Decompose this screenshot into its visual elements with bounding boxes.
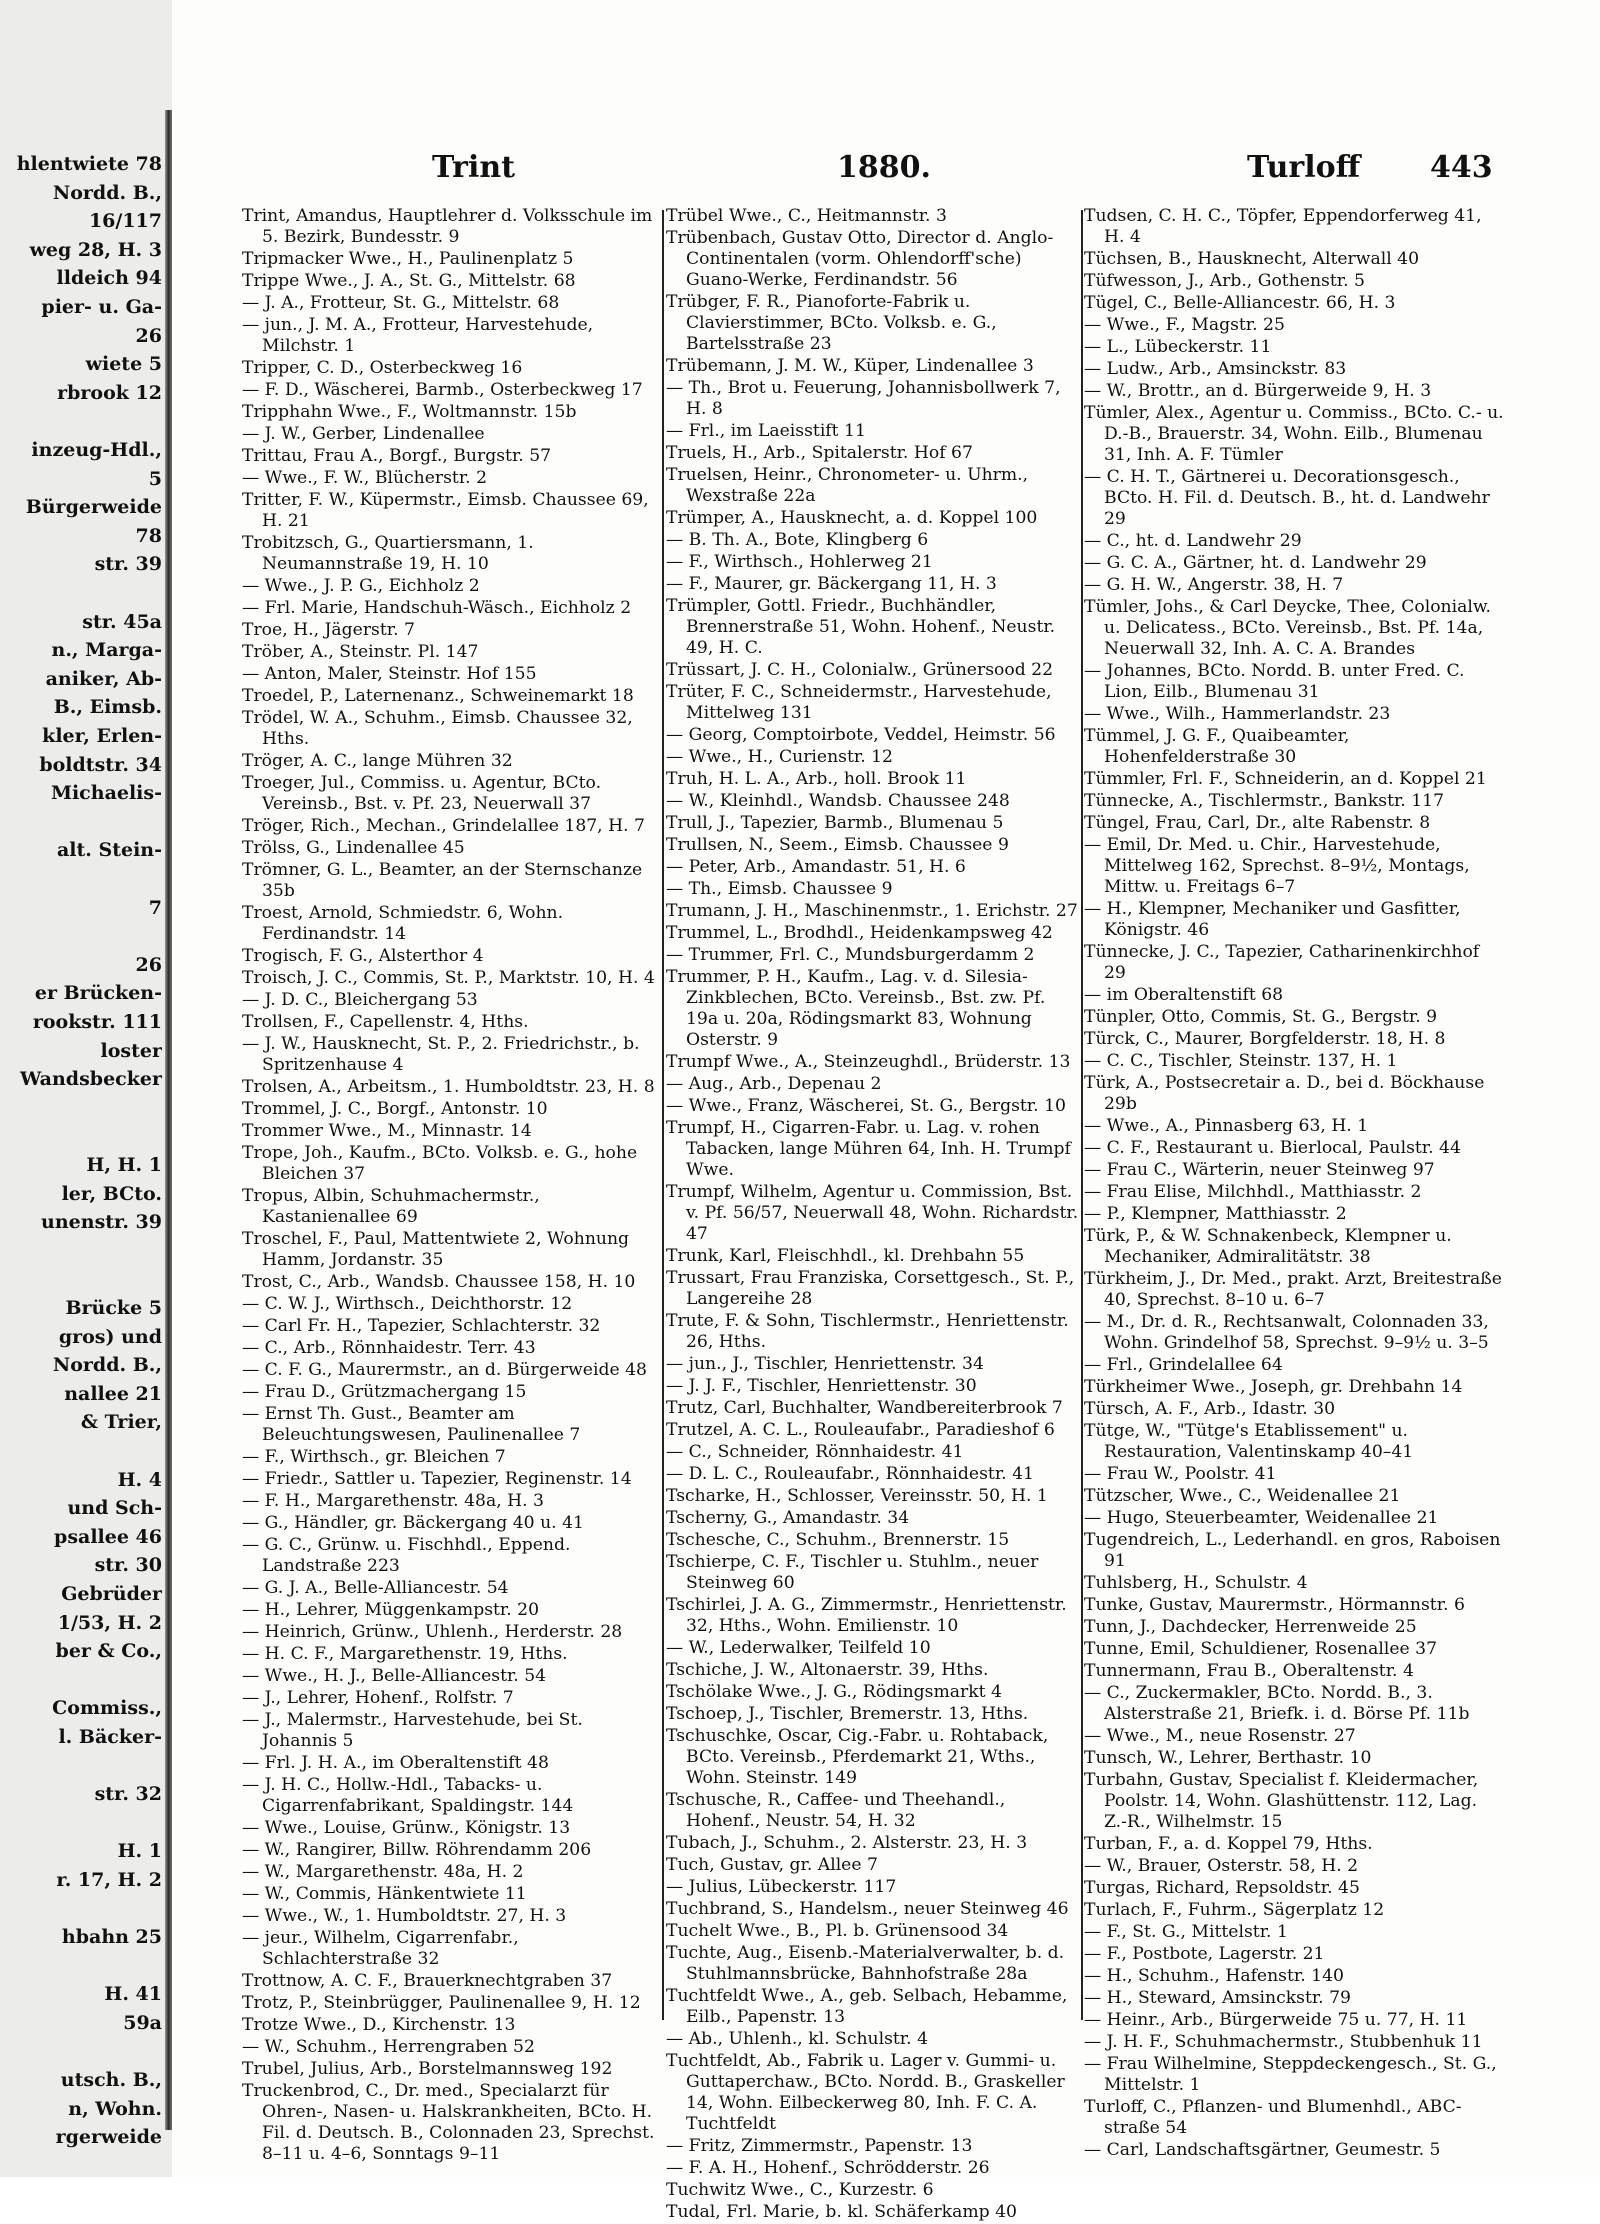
directory-entry: Türck, C., Maurer, Borgfelderstr. 18, H. 8	[1084, 1029, 1446, 1049]
directory-entry: — Heinr., Arb., Bürgerweide 75 u. 77, H. 11	[1084, 2010, 1468, 2030]
directory-entry: Tunnermann, Frau B., Oberaltenstr. 4	[1084, 1661, 1414, 1681]
directory-entry: Türk, P., & W. Schnakenbeck, Klempner u. Mechaniker, Admiralitätstr. 38	[1084, 1226, 1452, 1267]
directory-entry: — Carl Fr. H., Tapezier, Schlachterstr. 32	[242, 1316, 601, 1336]
directory-entry: — C., Schneider, Rönnhaidestr. 41	[666, 1442, 964, 1462]
directory-entry: Tudal, Frl. Marie, b. kl. Schäferkamp 40	[666, 2202, 1017, 2222]
directory-entry: — Frl. J. H. A., im Oberaltenstift 48	[242, 1753, 549, 1773]
directory-entry: Tuchtfeldt Wwe., A., geb. Selbach, Hebamme, Eilb., Papenstr. 13	[666, 1986, 1068, 2027]
directory-entry: Trübel Wwe., C., Heitmannstr. 3	[666, 206, 947, 226]
directory-entry: Tüngel, Frau, Carl, Dr., alte Rabenstr. 8	[1084, 813, 1431, 833]
directory-entry: Tschuschke, Oscar, Cig.-Fabr. u. Rohtaback, BCto. Vereinsb., Pferdemarkt 21, Wths., Wohn. Steinstr. 149	[666, 1726, 1049, 1788]
left-fragment-line: H, H. 1	[86, 1154, 162, 1176]
directory-entry: Tschesche, C., Schuhm., Brennerstr. 15	[666, 1530, 1010, 1550]
directory-entry: Tunne, Emil, Schuldiener, Rosenallee 37	[1084, 1639, 1438, 1659]
directory-entry: Trummel, L., Brodhdl., Heidenkampsweg 42	[666, 923, 1053, 943]
left-fragment-line: n., Marga-	[51, 639, 162, 662]
directory-entry: Tuchtfeldt, Ab., Fabrik u. Lager v. Gummi- u. Guttaperchaw., BCto. Nordd. B., Graskeller 14, Wohn. Eilbeckerweg 80, Inh. F. C. A. Tuchtfeldt	[666, 2051, 1065, 2134]
directory-entry: — Th., Eimsb. Chaussee 9	[666, 879, 893, 899]
left-fragment-line: weg 28, H. 3	[29, 238, 162, 261]
directory-entry: Troedel, P., Laternenanz., Schweinemarkt 18	[242, 686, 634, 706]
left-fragment-line	[0, 1122, 162, 1150]
directory-entry: — F., Postbote, Lagerstr. 21	[1084, 1944, 1325, 1964]
directory-entry: — Wwe., W., 1. Humboldtstr. 27, H. 3	[242, 1906, 567, 1926]
column-rule	[1081, 210, 1083, 2020]
header-first-name: Trint	[432, 150, 516, 185]
directory-entry: — Ludw., Arb., Amsinckstr. 83	[1084, 359, 1347, 379]
directory-entry: Trutzel, A. C. L., Rouleaufabr., Paradieshof 6	[666, 1420, 1055, 1440]
left-fragment-line: str. 30	[94, 1554, 162, 1577]
left-fragment-line	[0, 808, 162, 836]
directory-entry: Tümler, Alex., Agentur u. Commiss., BCto. C.- u. D.-B., Brauerstr. 34, Wohn. Eilb., Blumenau 31, Inh. A. F. Tümler	[1084, 403, 1504, 465]
directory-entry: Tschierpe, C. F., Tischler u. Stuhlm., neuer Steinweg 60	[666, 1552, 1039, 1593]
left-fragment-line: Commiss.,	[52, 1697, 162, 1720]
directory-entry: — F. A. H., Hohenf., Schrödderstr. 26	[666, 2158, 990, 2178]
left-fragment-line: H. 4	[117, 1468, 162, 1491]
directory-entry: Trubel, Julius, Arb., Borstelmannsweg 192	[242, 2059, 613, 2079]
directory-entry: — W., Brauer, Osterstr. 58, H. 2	[1084, 1856, 1359, 1876]
left-fragment-line: r. 17, H. 2	[56, 1869, 162, 1891]
left-fragment-line: und Sch-	[67, 1497, 162, 1520]
left-fragment-line: gros) und	[58, 1325, 162, 1348]
directory-entry: — G. C., Grünw. u. Fischhdl., Eppend. Landstraße 223	[242, 1535, 571, 1576]
directory-page	[192, 150, 1562, 2222]
directory-entry: — H., Steward, Amsinckstr. 79	[1084, 1988, 1351, 2008]
directory-entry: Truh, H. L. A., Arb., holl. Brook 11	[666, 769, 967, 789]
left-fragment-line: str. 39	[94, 553, 162, 576]
left-fragment-line: hlentwiete 78	[16, 153, 162, 175]
left-fragment-line: rbrook 12	[57, 381, 162, 404]
directory-entry: — C. C., Tischler, Steinstr. 137, H. 1	[1084, 1051, 1398, 1071]
left-fragment-line: str. 32	[94, 1783, 162, 1806]
book-fold	[165, 110, 172, 2130]
directory-entry: — W., Commis, Hänkentwiete 11	[242, 1884, 527, 1904]
directory-entry: Trumpf Wwe., A., Steinzeughdl., Brüderstr. 13	[666, 1052, 1071, 1072]
directory-entry: Türk, A., Postsecretair a. D., bei d. Böckhause 29b	[1084, 1073, 1485, 1114]
directory-entry: Trümpler, Gottl. Friedr., Buchhändler, Brennerstraße 51, Wohn. Hohenf., Neustr. 49, H. C.	[666, 596, 1056, 658]
directory-column-2	[666, 206, 1080, 2224]
left-page-fragment	[0, 0, 172, 2177]
left-fragment-line: 78	[135, 524, 162, 547]
directory-column-3	[1084, 206, 1504, 2162]
directory-entry: — G., Händler, gr. Bäckergang 40 u. 41	[242, 1513, 584, 1533]
directory-entry: Tunn, J., Dachdecker, Herrenweide 25	[1084, 1617, 1417, 1637]
directory-entry: — M., Dr. d. R., Rechtsanwalt, Colonnaden 33, Wohn. Grindelhof 58, Sprechst. 9–9½ u. 3–5	[1084, 1312, 1489, 1353]
directory-entry: Trumpf, Wilhelm, Agentur u. Commission, Bst. v. Pf. 56/57, Neuerwall 48, Wohn. Richardstr. 47	[666, 1182, 1079, 1244]
directory-entry: — Hugo, Steuerbeamter, Weidenallee 21	[1084, 1508, 1439, 1528]
left-fragment-line	[0, 1437, 162, 1465]
directory-entry: Trittau, Frau A., Borgf., Burgstr. 57	[242, 446, 552, 466]
left-fragment-line	[0, 1952, 162, 1980]
left-fragment-line: 5	[148, 467, 162, 490]
left-fragment-line: psallee 46	[54, 1525, 162, 1548]
directory-entry: Tritter, F. W., Küpermstr., Eimsb. Chaussee 69, H. 21	[242, 490, 649, 531]
directory-entry: Türsch, A. F., Arb., Idastr. 30	[1084, 1399, 1336, 1419]
directory-entry: Trotze Wwe., D., Kirchenstr. 13	[242, 2015, 516, 2035]
directory-entry: — Aug., Arb., Depenau 2	[666, 1074, 882, 1094]
directory-entry: Türkheim, J., Dr. Med., prakt. Arzt, Breitestraße 40, Sprechst. 8–10 u. 6–7	[1084, 1269, 1502, 1310]
left-fragment-line: aniker, Ab-	[45, 667, 162, 690]
directory-entry: Tugendreich, L., Lederhandl. en gros, Raboisen 91	[1084, 1530, 1501, 1571]
directory-entry: — W., Schuhm., Herrengraben 52	[242, 2037, 535, 2057]
left-fragment-line: Michaelis-	[50, 782, 162, 805]
left-fragment-line	[0, 1666, 162, 1694]
directory-entry: Tuchte, Aug., Eisenb.-Materialverwalter, b. d. Stuhlmannsbrücke, Bahnhofstraße 28a	[666, 1943, 1065, 1984]
left-fragment-line: 59a	[123, 2012, 162, 2034]
directory-entry: Trogisch, F. G., Alsterthor 4	[242, 946, 484, 966]
directory-entry: — Carl, Landschaftsgärtner, Geumestr. 5	[1084, 2140, 1441, 2160]
directory-entry: — C., Arb., Rönnhaidestr. Terr. 43	[242, 1338, 536, 1358]
left-fragment-line: inzeug-Hdl.,	[31, 439, 162, 461]
left-fragment-line: 7	[148, 896, 162, 919]
directory-entry: — Wwe., H. J., Belle-Alliancestr. 54	[242, 1666, 547, 1686]
left-fragment-line	[0, 1237, 162, 1265]
left-fragment-line	[0, 865, 162, 893]
directory-entry: Turlach, F., Fuhrm., Sägerplatz 12	[1084, 1900, 1385, 1920]
left-fragment-line: ber & Co.,	[55, 1640, 162, 1663]
left-fragment-line: H. 41	[104, 1983, 162, 2006]
left-fragment-line: Nordd. B.,	[52, 181, 162, 204]
directory-entry: Trull, J., Tapezier, Barmb., Blumenau 5	[666, 813, 1004, 833]
directory-entry: Truelsen, Heinr., Chronometer- u. Uhrm., Wexstraße 22a	[666, 465, 1029, 506]
directory-entry: Tripmacker Wwe., H., Paulinenplatz 5	[242, 249, 574, 269]
directory-entry: — H. C. F., Margarethenstr. 19, Hths.	[242, 1644, 568, 1664]
directory-entry: — H., Klempner, Mechaniker und Gasfitter, Königstr. 46	[1084, 899, 1461, 940]
directory-entry: — P., Klempner, Matthiasstr. 2	[1084, 1204, 1347, 1224]
directory-entry: — G. C. A., Gärtner, ht. d. Landwehr 29	[1084, 553, 1427, 573]
left-fragment-line: kler, Erlen-	[42, 725, 162, 747]
directory-entry: Tünpler, Otto, Commis, St. G., Bergstr. 9	[1084, 1007, 1438, 1027]
directory-entry: Trute, F. & Sohn, Tischlermstr., Henriettenstr. 26, Hths.	[666, 1311, 1069, 1352]
left-fragment-line: hbahn 25	[61, 1926, 162, 1949]
directory-entry: — F., Wirthsch., Hohlerweg 21	[666, 552, 933, 572]
directory-entry: Troschel, F., Paul, Mattentwiete 2, Wohnung Hamm, Jordanstr. 35	[242, 1229, 630, 1270]
directory-entry: Tschusche, R., Caffee- und Theehandl., Hohenf., Neustr. 54, H. 32	[666, 1790, 1006, 1831]
directory-entry: Tümmel, J. G. F., Quaibeamter, Hohenfelderstraße 30	[1084, 726, 1350, 767]
directory-entry: Tubach, J., Schuhm., 2. Alsterstr. 23, H. 3	[666, 1833, 1028, 1853]
directory-entry: Trotz, P., Steinbrügger, Paulinenallee 9, H. 12	[242, 1993, 641, 2013]
directory-entry: — Georg, Comptoirbote, Veddel, Heimstr. 56	[666, 725, 1056, 745]
left-fragment-line	[0, 1895, 162, 1923]
directory-entry: Tscharke, H., Schlosser, Vereinsstr. 50, H. 1	[666, 1486, 1048, 1506]
left-fragment-line: str. 45a	[82, 610, 162, 633]
directory-entry: — J. A., Frotteur, St. G., Mittelstr. 68	[242, 293, 560, 313]
directory-entry: — J. H. C., Hollw.-Hdl., Tabacks- u. Cigarrenfabrikant, Spaldingstr. 144	[242, 1775, 574, 1816]
directory-entry: — Wwe., Louise, Grünw., Königstr. 13	[242, 1818, 571, 1838]
directory-entry: — W., Margarethenstr. 48a, H. 2	[242, 1862, 524, 1882]
directory-entry: — C. W. J., Wirthsch., Deichthorstr. 12	[242, 1294, 573, 1314]
directory-entry: — Ab., Uhlenh., kl. Schulstr. 4	[666, 2029, 928, 2049]
directory-entry: Tünnecke, J. C., Tapezier, Catharinenkirchhof 29	[1084, 942, 1480, 983]
left-fragment-line: loster	[100, 1039, 162, 1062]
directory-entry: Tümmler, Frl. F., Schneiderin, an d. Koppel 21	[1084, 769, 1487, 789]
directory-entry: Trost, C., Arb., Wandsb. Chaussee 158, H. 10	[242, 1272, 636, 1292]
directory-entry: Trübemann, J. M. W., Küper, Lindenallee 3	[666, 356, 1034, 376]
directory-entry: — H., Schuhm., Hafenstr. 140	[1084, 1966, 1344, 1986]
left-fragment-line: Nordd. B.,	[52, 1354, 162, 1377]
directory-entry: — D. L. C., Rouleaufabr., Rönnhaidestr. 41	[666, 1464, 1034, 1484]
left-fragment-line: pier- u. Ga-	[41, 296, 162, 318]
directory-entry: — Frau C., Wärterin, neuer Steinweg 97	[1084, 1160, 1435, 1180]
directory-entry: — Ernst Th. Gust., Beamter am Beleuchtungswesen, Paulinenallee 7	[242, 1404, 581, 1445]
directory-entry: — Trummer, Frl. C., Mundsburgerdamm 2	[666, 945, 1035, 965]
directory-column-1	[242, 206, 660, 2166]
directory-entry: Tuhlsberg, H., Schulstr. 4	[1084, 1573, 1308, 1593]
directory-entry: Trölss, G., Lindenallee 45	[242, 838, 465, 858]
left-fragment-line: rgerweide	[55, 2126, 162, 2149]
directory-entry: Tüchsen, B., Hausknecht, Alterwall 40	[1084, 249, 1420, 269]
directory-entry: — J. W., Gerber, Lindenallee	[242, 424, 485, 444]
directory-entry: — F., Wirthsch., gr. Bleichen 7	[242, 1447, 506, 1467]
directory-entry: — Wwe., Franz, Wäscherei, St. G., Bergstr. 10	[666, 1096, 1066, 1116]
directory-entry: Tscherny, G., Amandastr. 34	[666, 1508, 910, 1528]
directory-entry: Troeger, Jul., Commiss. u. Agentur, BCto. Vereinsb., Bst. v. Pf. 23, Neuerwall 37	[242, 773, 602, 814]
directory-entry: — Wwe., F., Magstr. 25	[1084, 315, 1285, 335]
directory-entry: Trutz, Carl, Buchhalter, Wandbereiterbrook 7	[666, 1398, 1063, 1418]
directory-entry: Tschölake Wwe., J. G., Rödingsmarkt 4	[666, 1682, 1002, 1702]
directory-entry: Trumpf, H., Cigarren-Fabr. u. Lag. v. rohen Tabacken, lange Mühren 64, Inh. H. Trumpf Wwe.	[666, 1118, 1071, 1180]
directory-entry: Trope, Joh., Kaufm., BCto. Volksb. e. G., hohe Bleichen 37	[242, 1143, 638, 1184]
directory-entry: — J. D. C., Bleichergang 53	[242, 990, 478, 1010]
directory-entry: — Th., Brot u. Feuerung, Johannisbollwerk 7, H. 8	[666, 378, 1061, 419]
left-fragment-line	[0, 1265, 162, 1293]
left-fragment-line: utsch. B.,	[60, 2069, 162, 2092]
directory-entry: Tünnecke, A., Tischlermstr., Bankstr. 117	[1084, 791, 1445, 811]
left-fragment-line: l. Bäcker-	[58, 1726, 162, 1748]
left-fragment-line: nallee 21	[64, 1382, 162, 1405]
directory-entry: Trüssart, J. C. H., Colonialw., Grünersood 22	[666, 660, 1054, 680]
directory-entry: Tschirlei, J. A. G., Zimmermstr., Henriettenstr. 32, Hths., Wohn. Emilienstr. 10	[666, 1595, 1067, 1636]
left-fragment-line: unenstr. 39	[41, 1211, 162, 1234]
directory-entry: — Heinrich, Grünw., Uhlenh., Herderstr. 28	[242, 1622, 623, 1642]
directory-entry: Trobitzsch, G., Quartiersmann, 1. Neumannstraße 19, H. 10	[242, 533, 534, 574]
directory-entry: Trumann, J. H., Maschinenmstr., 1. Erichstr. 27	[666, 901, 1078, 921]
left-fragment-line: Brücke 5	[65, 1297, 162, 1319]
directory-entry: — Wwe., M., neue Rosenstr. 27	[1084, 1726, 1356, 1746]
left-fragment-line	[0, 2038, 162, 2066]
directory-entry: Trullsen, N., Seem., Eimsb. Chaussee 9	[666, 835, 1009, 855]
directory-entry: Trüter, F. C., Schneidermstr., Harvestehude, Mittelweg 131	[666, 682, 1052, 723]
directory-entry: Trussart, Frau Franziska, Corsettgesch., St. P., Langereihe 28	[666, 1268, 1075, 1309]
left-fragment-line: Bürgerweide	[25, 496, 162, 519]
directory-entry: — Wwe., H., Curienstr. 12	[666, 747, 893, 767]
directory-entry: — J. H. F., Schuhmachermstr., Stubbenhuk 11	[1084, 2032, 1483, 2052]
directory-entry: — J. W., Hausknecht, St. P., 2. Friedrichstr., b. Spritzenhause 4	[242, 1034, 640, 1075]
left-fragment-line: B., Eimsb.	[53, 696, 162, 719]
directory-entry: — W., Rangirer, Billw. Röhrendamm 206	[242, 1840, 592, 1860]
directory-entry: — J. J. F., Tischler, Henriettenstr. 30	[666, 1376, 977, 1396]
directory-entry: Trödel, W. A., Schuhm., Eimsb. Chaussee 32, Hths.	[242, 708, 633, 749]
left-fragment-line: & Trier,	[80, 1411, 162, 1434]
directory-entry: — Anton, Maler, Steinstr. Hof 155	[242, 664, 537, 684]
directory-entry: Troe, H., Jägerstr. 7	[242, 620, 415, 640]
left-fragment-line: H. 1	[117, 1840, 162, 1863]
left-fragment-line	[0, 1752, 162, 1780]
directory-entry: Trippe Wwe., J. A., St. G., Mittelstr. 68	[242, 271, 576, 291]
directory-entry: — jeur., Wilhelm, Cigarrenfabr., Schlachterstraße 32	[242, 1928, 519, 1969]
directory-entry: Türkheimer Wwe., Joseph, gr. Drehbahn 14	[1084, 1377, 1463, 1397]
directory-entry: Tripphahn Wwe., F., Woltmannstr. 15b	[242, 402, 577, 422]
directory-entry: — Frau D., Grützmachergang 15	[242, 1382, 527, 1402]
directory-entry: — F. H., Margarethenstr. 48a, H. 3	[242, 1491, 544, 1511]
directory-entry: Tunke, Gustav, Maurermstr., Hörmannstr. 6	[1084, 1595, 1465, 1615]
directory-entry: Trübenbach, Gustav Otto, Director d. Anglo-Continentalen (vorm. Ohlendorff'sche) Guano-Werke, Ferdinandstr. 56	[666, 228, 1054, 290]
directory-entry: Trummer, P. H., Kaufm., Lag. v. d. Silesia-Zinkblechen, BCto. Vereinsb., Bst. zw. Pf. 19a u. 20a, Rödingsmarkt 83, Wohnung Osterstr. 9	[666, 967, 1046, 1050]
left-fragment-line: Gebrüder	[61, 1583, 162, 1605]
directory-entry: Turbahn, Gustav, Specialist f. Kleidermacher, Poolstr. 14, Wohn. Glashüttenstr. 112, Lag. Z.-R., Wilhelmstr. 15	[1084, 1770, 1479, 1832]
directory-entry: Tropus, Albin, Schuhmachermstr., Kastanienallee 69	[242, 1186, 540, 1227]
directory-entry: — C., Zuckermakler, BCto. Nordd. B., 3. Alsterstraße 21, Briefk. i. d. Börse Pf. 11b	[1084, 1683, 1470, 1724]
directory-entry: Trollsen, F., Capellenstr. 4, Hths.	[242, 1012, 529, 1032]
header-year: 1880.	[837, 150, 931, 185]
left-fragment-line: alt. Stein-	[56, 839, 162, 862]
directory-entry: Trunk, Karl, Fleischhdl., kl. Drehbahn 55	[666, 1246, 1025, 1266]
left-fragment-line: Wandsbecker	[20, 1068, 162, 1091]
left-fragment-line: boldtstr. 34	[39, 753, 162, 776]
directory-entry: — J., Malermstr., Harvestehude, bei St. Johannis 5	[242, 1710, 583, 1751]
directory-entry: Tunsch, W., Lehrer, Berthastr. 10	[1084, 1748, 1372, 1768]
directory-entry: Trolsen, A., Arbeitsm., 1. Humboldtstr. 23, H. 8	[242, 1077, 655, 1097]
left-fragment-line	[0, 922, 162, 950]
directory-entry: Tripper, C. D., Osterbeckweg 16	[242, 358, 523, 378]
directory-entry: — jun., J., Tischler, Henriettenstr. 34	[666, 1354, 984, 1374]
directory-entry: Trommer Wwe., M., Minnastr. 14	[242, 1121, 532, 1141]
directory-entry: Tschiche, J. W., Altonaerstr. 39, Hths.	[666, 1660, 989, 1680]
directory-entry: — jun., J. M. A., Frotteur, Harvestehude, Milchstr. 1	[242, 315, 594, 356]
directory-entry: Tschoep, J., Tischler, Bremerstr. 13, Hths.	[666, 1704, 1029, 1724]
left-fragment-line: 26	[135, 953, 162, 976]
left-fragment-line: 26	[135, 324, 162, 347]
directory-entry: — F. D., Wäscherei, Barmb., Osterbeckweg 17	[242, 380, 643, 400]
directory-entry: Trommel, J. C., Borgf., Antonstr. 10	[242, 1099, 548, 1119]
left-fragment-line: rookstr. 111	[32, 1011, 162, 1033]
directory-entry: Tümler, Johs., & Carl Deycke, Thee, Colonialw. u. Delicatess., BCto. Vereinsb., Bst. Pf. 14a, Neuerwall 32, Inh. A. C. A. Brandes	[1084, 597, 1492, 659]
directory-entry: — Frl., im Laeisstift 11	[666, 421, 866, 441]
directory-entry: — Friedr., Sattler u. Tapezier, Reginenstr. 14	[242, 1469, 632, 1489]
directory-entry: Trümper, A., Hausknecht, a. d. Koppel 100	[666, 508, 1038, 528]
left-fragment-line: wiete 5	[85, 353, 162, 376]
left-fragment-line: 16/117	[88, 210, 162, 233]
directory-entry: — Frau Wilhelmine, Steppdeckengesch., St. G., Mittelstr. 1	[1084, 2054, 1497, 2095]
directory-entry: — Wwe., J. P. G., Eichholz 2	[242, 576, 480, 596]
directory-entry: — W., Brottr., an d. Bürgerweide 9, H. 3	[1084, 381, 1432, 401]
directory-entry: — H., Lehrer, Müggenkampstr. 20	[242, 1600, 540, 1620]
directory-entry: Tröber, A., Steinstr. Pl. 147	[242, 642, 479, 662]
left-fragment-line: lldeich 94	[56, 267, 162, 290]
directory-entry: — im Oberaltenstift 68	[1084, 985, 1284, 1005]
directory-entry: Tuchwitz Wwe., C., Kurzestr. 6	[666, 2180, 934, 2200]
directory-entry: — Wwe., Wilh., Hammerlandstr. 23	[1084, 704, 1391, 724]
directory-entry: Tudsen, C. H. C., Töpfer, Eppendorferweg 41, H. 4	[1084, 206, 1482, 247]
left-fragment-line: er Brücken-	[34, 982, 162, 1005]
left-fragment-line: ler, BCto.	[61, 1182, 162, 1205]
directory-entry: — J., Lehrer, Hohenf., Rolfstr. 7	[242, 1688, 514, 1708]
left-fragment-line	[0, 579, 162, 607]
directory-entry: — F., St. G., Mittelstr. 1	[1084, 1922, 1288, 1942]
directory-entry: — Johannes, BCto. Nordd. B. unter Fred. C. Lion, Eilb., Blumenau 31	[1084, 661, 1465, 702]
column-rule	[662, 210, 664, 2020]
directory-entry: — Frl. Marie, Handschuh-Wäsch., Eichholz 2	[242, 598, 632, 618]
directory-entry: Trottnow, A. C. F., Brauerknechtgraben 37	[242, 1971, 613, 1991]
left-fragment-line	[0, 1094, 162, 1122]
directory-entry: Tügel, C., Belle-Alliancestr. 66, H. 3	[1084, 293, 1396, 313]
header-last-name: Turloff	[1247, 150, 1361, 185]
directory-entry: — G. H. W., Angerstr. 38, H. 7	[1084, 575, 1344, 595]
directory-entry: Tuchelt Wwe., B., Pl. b. Grünensood 34	[666, 1921, 1009, 1941]
left-fragment-line	[0, 407, 162, 435]
directory-entry: — C. H. T., Gärtnerei u. Decorationsgesch., BCto. H. Fil. d. Deutsch. B., ht. d. Landwehr 29	[1084, 467, 1490, 529]
directory-entry: — Wwe., A., Pinnasberg 63, H. 1	[1084, 1116, 1369, 1136]
directory-entry: Trübger, F. R., Pianoforte-Fabrik u. Clavierstimmer, BCto. Volksb. e. G., Bartelsstraße 23	[666, 292, 997, 354]
directory-entry: Truels, H., Arb., Spitalerstr. Hof 67	[666, 443, 973, 463]
directory-entry: Troisch, J. C., Commis, St. P., Marktstr. 10, H. 4	[242, 968, 655, 988]
directory-entry: Tröger, A. C., lange Mühren 32	[242, 751, 513, 771]
directory-entry: — Emil, Dr. Med. u. Chir., Harvestehude, Mittelweg 162, Sprechst. 8–9½, Montags, Mittw. u. Freitags 6–7	[1084, 835, 1470, 897]
directory-entry: — W., Lederwalker, Teilfeld 10	[666, 1638, 931, 1658]
directory-entry: Tützscher, Wwe., C., Weidenallee 21	[1084, 1486, 1401, 1506]
directory-entry: Tütge, W., "Tütge's Etablissement" u. Restauration, Valentinskamp 40–41	[1084, 1421, 1414, 1462]
directory-entry: Tüfwesson, J., Arb., Gothenstr. 5	[1084, 271, 1365, 291]
directory-entry: — Wwe., F. W., Blücherstr. 2	[242, 468, 488, 488]
directory-entry: — Frau W., Poolstr. 41	[1084, 1464, 1277, 1484]
directory-entry: Truckenbrod, C., Dr. med., Specialarzt für Ohren-, Nasen- u. Halskrankheiten, BCto. H. Fil. d. Deutsch. B., Colonnaden 23, Sprechst. 8–11 u. 4–6, Sonntags 9–11	[242, 2081, 655, 2164]
directory-entry: — W., Kleinhdl., Wandsb. Chaussee 248	[666, 791, 1010, 811]
directory-entry: — F., Maurer, gr. Bäckergang 11, H. 3	[666, 574, 997, 594]
left-fragment-line	[0, 1809, 162, 1837]
directory-entry: — B. Th. A., Bote, Klingberg 6	[666, 530, 929, 550]
directory-entry: — C. F., Restaurant u. Bierlocal, Paulstr. 44	[1084, 1138, 1461, 1158]
directory-entry: Turgas, Richard, Repsoldstr. 45	[1084, 1878, 1360, 1898]
page-number: 443	[1430, 150, 1493, 185]
page-header	[192, 150, 1562, 206]
directory-entry: — Peter, Arb., Amandastr. 51, H. 6	[666, 857, 966, 877]
directory-entry: — Frl., Grindelallee 64	[1084, 1355, 1283, 1375]
directory-entry: Turloff, C., Pflanzen- und Blumenhdl., ABC-straße 54	[1084, 2097, 1462, 2138]
directory-entry: Troest, Arnold, Schmiedstr. 6, Wohn. Ferdinandstr. 14	[242, 903, 564, 944]
directory-entry: — Frau Elise, Milchhdl., Matthiasstr. 2	[1084, 1182, 1422, 1202]
directory-entry: — G. J. A., Belle-Alliancestr. 54	[242, 1578, 509, 1598]
directory-entry: Turban, F., a. d. Koppel 79, Hths.	[1084, 1834, 1373, 1854]
left-fragment-line: 1/53, H. 2	[57, 1611, 162, 1634]
directory-entry: — C., ht. d. Landwehr 29	[1084, 531, 1302, 551]
directory-entry: Tuchbrand, S., Handelsm., neuer Steinweg 46	[666, 1899, 1069, 1919]
left-fragment-line: n, Wohn.	[68, 2097, 162, 2120]
directory-entry: — L., Lübeckerstr. 11	[1084, 337, 1272, 357]
directory-columns	[192, 206, 1562, 2222]
directory-entry: Trömner, G. L., Beamter, an der Sternschanze 35b	[242, 860, 643, 901]
directory-entry: Tröger, Rich., Mechan., Grindelallee 187, H. 7	[242, 816, 645, 836]
directory-entry: — Fritz, Zimmermstr., Papenstr. 13	[666, 2136, 973, 2156]
directory-entry: Tuch, Gustav, gr. Allee 7	[666, 1855, 878, 1875]
directory-entry: — C. F. G., Maurermstr., an d. Bürgerweide 48	[242, 1360, 647, 1380]
directory-entry: — Julius, Lübeckerstr. 117	[666, 1877, 897, 1897]
directory-entry: Trint, Amandus, Hauptlehrer d. Volksschule im 5. Bezirk, Bundesstr. 9	[242, 206, 653, 247]
